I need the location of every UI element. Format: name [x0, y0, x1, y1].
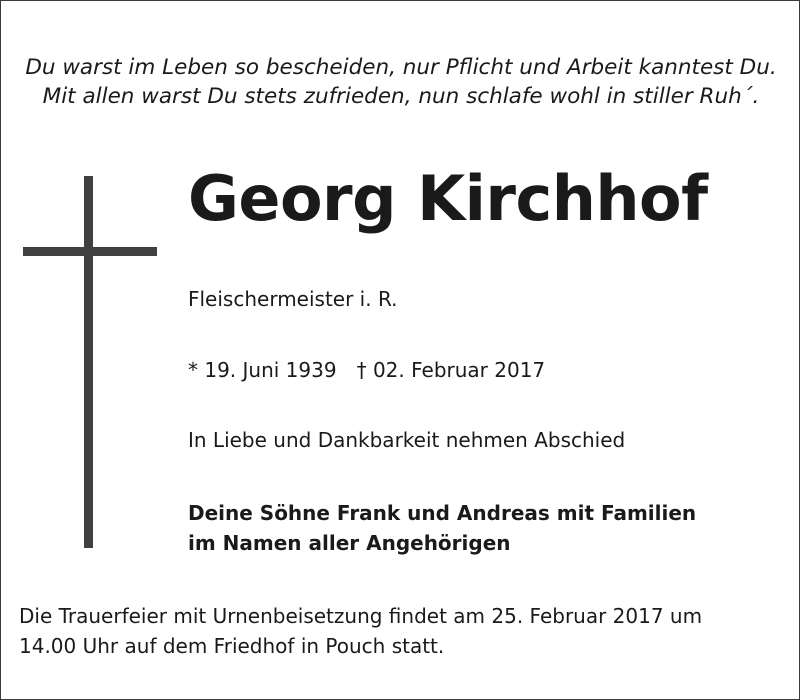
verse-line-1: Du warst im Leben so bescheiden, nur Pflicht und Arbeit kanntest Du. — [25, 55, 777, 80]
death-date: † 02. Februar 2017 — [356, 358, 546, 382]
farewell-text: In Liebe und Dankbarkeit nehmen Abschied — [188, 428, 626, 452]
verse-line-2: Mit allen warst Du stets zufrieden, nun schlafe wohl in stiller Ruh´. — [42, 84, 760, 109]
life-dates — [188, 357, 545, 383]
funeral-announcement — [19, 601, 702, 661]
memorial-verse — [1, 53, 800, 111]
mourners — [188, 498, 696, 558]
cross-horizontal-beam — [23, 247, 157, 256]
deceased-name: Georg Kirchhof — [188, 162, 708, 235]
cross-icon — [23, 176, 157, 548]
deceased-profession: Fleischermeister i. R. — [188, 287, 398, 311]
funeral-line-1: Die Trauerfeier mit Urnenbeisetzung findet am 25. Februar 2017 um — [19, 604, 703, 628]
cross-vertical-beam — [84, 176, 93, 548]
birth-date: * 19. Juni 1939 — [188, 358, 337, 382]
mourners-line-1: Deine Söhne Frank und Andreas mit Familien — [188, 501, 697, 525]
mourners-line-2: im Namen aller Angehörigen — [188, 531, 511, 555]
funeral-line-2: 14.00 Uhr auf dem Friedhof in Pouch statt. — [19, 634, 445, 658]
